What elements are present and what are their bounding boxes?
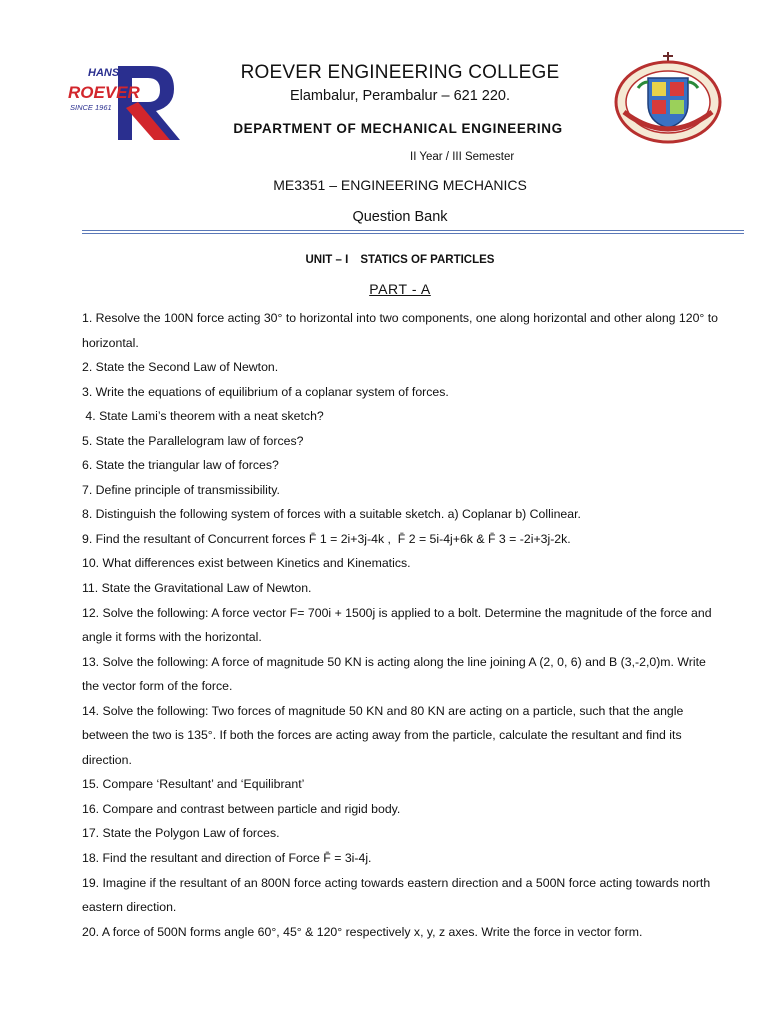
- svg-text:ROEVER: ROEVER: [68, 83, 140, 102]
- question-item: 13. Solve the following: A force of magnitude 50 KN is acting along the line joining A (2, 0, 6) and B (3,-2,0)m. Write the vector form of the force.: [82, 654, 706, 694]
- college-address: Elambalur, Perambalur – 621 220.: [289, 88, 511, 104]
- department-name: DEPARTMENT OF MECHANICAL ENGINEERING: [233, 121, 563, 136]
- question-item: 20. A force of 500N forms angle 60°, 45° & 120° respectively x, y, z axes. Write the force in vector form.: [82, 924, 643, 939]
- course-title: ME3351 – ENGINEERING MECHANICS: [273, 177, 527, 193]
- document-title: Question Bank: [352, 209, 448, 225]
- question-item: 8. Distinguish the following system of forces with a suitable sketch. a) Coplanar b) Collinear.: [82, 507, 581, 522]
- question-item: 6. State the triangular law of forces?: [82, 458, 279, 473]
- question-item: 12. Solve the following: A force vector F= 700i + 1500j is applied to a bolt. Determine the magnitude of the force and angle it forms with the horizontal.: [82, 605, 712, 645]
- question-item: 15. Compare ‘Resultant’ and ‘Equilibrant’: [82, 777, 305, 792]
- question-item: 4. State Lami’s theorem with a neat sketch?: [82, 409, 324, 424]
- hans-roever-logo-icon: [66, 62, 182, 144]
- question-item: 5. State the Parallelogram law of forces?: [82, 433, 304, 448]
- question-item: 3. Write the equations of equilibrium of a coplanar system of forces.: [82, 384, 449, 399]
- question-item: 14. Solve the following: Two forces of magnitude 50 KN and 80 KN are acting on a particle, such that the angle between the two is 135°. If both the forces are acting away from the particle, calculate the resultant and find its direction.: [82, 703, 684, 767]
- year-semester: II Year / III Semester: [410, 151, 515, 163]
- question-item: 19. Imagine if the resultant of an 800N force acting towards eastern direction and a 500N force acting towards north eastern direction.: [82, 875, 711, 915]
- question-item: 11. State the Gravitational Law of Newton.: [82, 581, 312, 596]
- question-item: 16. Compare and contrast between particle and rigid body.: [82, 801, 401, 816]
- part-heading: PART - A: [369, 281, 431, 297]
- question-list: [82, 306, 722, 944]
- college-name: ROEVER ENGINEERING COLLEGE: [240, 62, 560, 83]
- question-item: 17. State the Polygon Law of forces.: [82, 826, 280, 841]
- unit-heading: [200, 254, 600, 266]
- svg-text:HANS: HANS: [88, 67, 120, 79]
- question-item: 10. What differences exist between Kinetics and Kinematics.: [82, 556, 411, 571]
- unit-title: STATICS OF PARTICLES: [360, 254, 495, 266]
- question-item: 18. Find the resultant and direction of Force F̄ = 3i-4j.: [82, 851, 372, 866]
- question-item: 9. Find the resultant of Concurrent forces F̄ 1 = 2i+3j-4k , F̄ 2 = 5i-4j+6k & F̄ 3 = -2i+3j-2k.: [82, 531, 571, 546]
- question-item: 2. State the Second Law of Newton.: [82, 360, 279, 375]
- header-divider-bottom: [82, 233, 744, 234]
- unit-number: UNIT – I: [305, 254, 349, 266]
- question-item: 7. Define principle of transmissibility.: [82, 482, 280, 497]
- college-crest-icon: [614, 52, 722, 146]
- svg-text:SINCE 1961: SINCE 1961: [70, 103, 112, 112]
- question-item: 1. Resolve the 100N force acting 30° to horizontal into two components, one along horizontal and other along 120° to horizontal.: [82, 311, 719, 350]
- header-divider-top: [82, 230, 744, 231]
